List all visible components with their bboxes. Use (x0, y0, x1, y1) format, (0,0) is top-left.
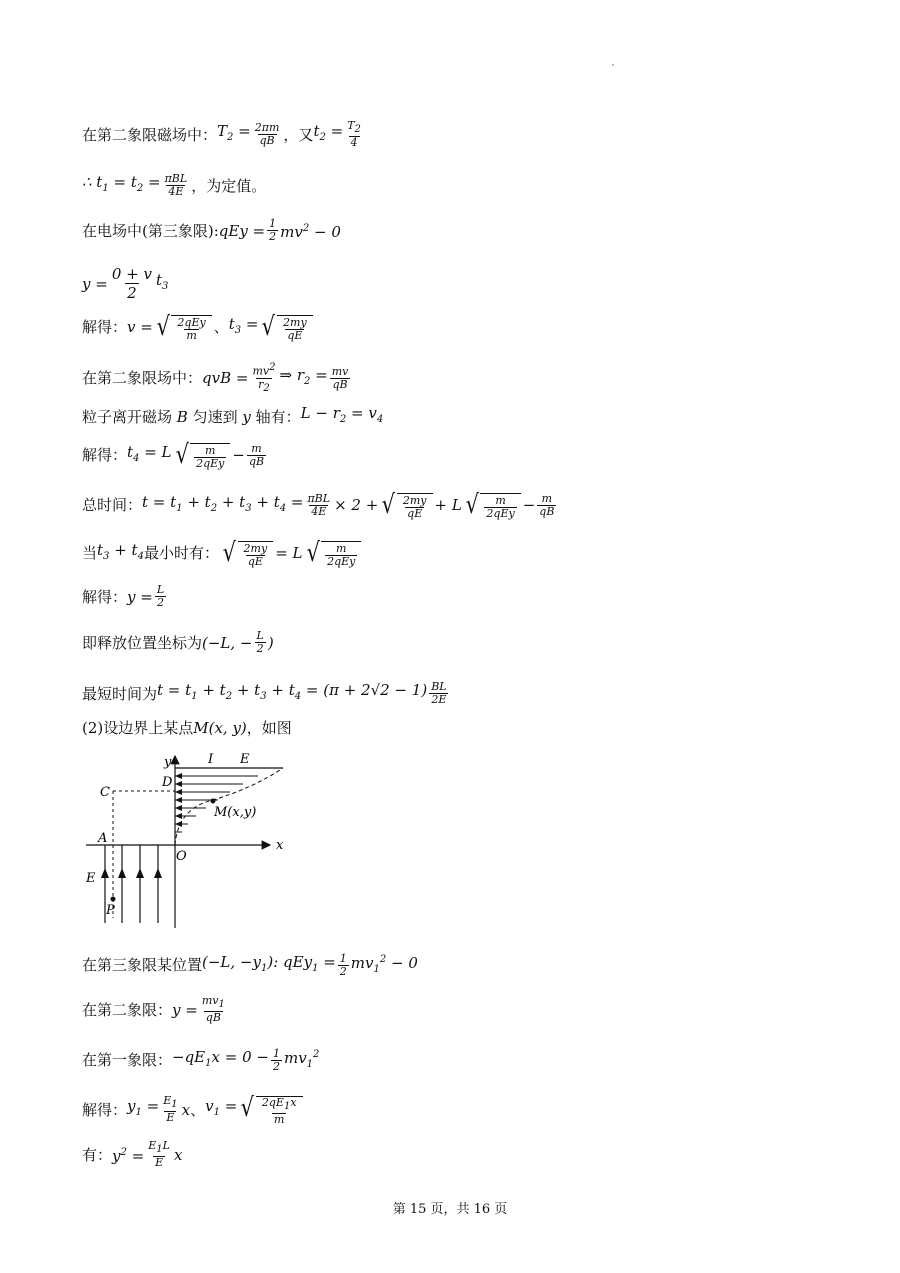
formula: qEy = (218, 221, 266, 240)
formula: $T_2$ = (217, 122, 251, 144)
fraction: $\frac{m}{qB}$ (248, 441, 265, 468)
point-label-d: D (162, 775, 173, 790)
formula: x (181, 1100, 191, 1119)
text: 在第二象限场中： (82, 369, 203, 388)
line-1 (82, 120, 365, 149)
fraction: $\frac{1}{2}$ (269, 217, 277, 243)
sqrt: √ $\frac{2qE_1x}{m}$ (239, 1093, 302, 1126)
region-label-i: I (208, 752, 214, 767)
origin-label: O (176, 849, 187, 864)
text: 有： (82, 1145, 113, 1164)
field-label-e-top: E (240, 752, 250, 767)
fraction: $\frac{m}{qB}$ (539, 491, 555, 518)
scan-dot (612, 64, 614, 66)
line-19 (82, 1140, 182, 1169)
formula: $t_4 = L$ (127, 442, 172, 464)
line-18 (82, 1093, 305, 1126)
formula: − (232, 446, 245, 464)
line-9 (82, 490, 558, 520)
line-15 (82, 950, 418, 980)
text: (2)设边界上某点 (82, 719, 194, 737)
line-11 (82, 584, 168, 609)
formula: $mv^2 - 0$ (280, 223, 341, 241)
formula: $t_3 + t_4$ (97, 540, 144, 562)
formula: $v_1$ = (205, 1097, 238, 1119)
line-7 (82, 403, 383, 430)
fraction: $\frac{T_2}{4}$ (347, 119, 361, 150)
line-2 (82, 172, 266, 199)
field-label-e-left: E (86, 871, 96, 886)
text: 解得： (82, 318, 128, 336)
sqrt: √ $\frac{2my}{qE}$ (260, 312, 312, 342)
formula: ⇒ $r_2$ = (279, 365, 328, 387)
formula: v = (127, 318, 153, 336)
formula: y = (82, 274, 108, 293)
point-label-p: P (106, 903, 115, 918)
text: 在第二象限磁场中： (82, 125, 218, 144)
formula: B (172, 407, 193, 426)
fraction: $\frac{\text{πBL}}{4E}$ (307, 491, 331, 518)
text: 、 (190, 1100, 206, 1119)
line-17 (82, 1045, 319, 1075)
formula: $t_2$ = (313, 122, 344, 144)
sqrt: √ $\frac{m}{\text{2qEy}}$ (464, 490, 521, 520)
formula: ) (267, 633, 274, 652)
fraction: $\frac{L}{2}$ (156, 583, 165, 609)
formula: $y^2$ = (112, 1147, 145, 1166)
sqrt: √ $\frac{m}{\text{2qEy}}$ (305, 538, 362, 568)
text: 在电场中(第三象限): (82, 221, 219, 240)
text: ，如图 (246, 719, 292, 737)
sqrt: √ $\frac{2my}{qE}$ (380, 490, 432, 520)
formula: x (173, 1145, 183, 1164)
sqrt: √ $\frac{2my}{qE}$ (221, 538, 273, 568)
sqrt: √ $\frac{m}{\text{2qEy}}$ (174, 440, 231, 470)
text: 即释放位置坐标为 (82, 633, 203, 652)
formula: $mv_1^2$ (283, 1049, 320, 1070)
formula: $L - r_2 = v_4$ (300, 404, 384, 425)
formula: qvB = (202, 369, 249, 388)
fraction: $\frac{\text{πBL}}{4E}$ (164, 172, 188, 198)
axis-label-x: x (276, 838, 284, 853)
text: ，为定值。 (191, 176, 267, 195)
sqrt: √ $\frac{\text{2qEy}}{m}$ (155, 312, 212, 342)
fraction: $\frac{2\pi m}{qB}$ (254, 121, 280, 148)
formula: y = (172, 1000, 198, 1019)
point-label-c: C (100, 785, 110, 800)
line-4 (82, 265, 168, 302)
text: 解得： (82, 446, 128, 464)
text: 在第一象限： (82, 1051, 173, 1069)
fraction: $\frac{1}{2}$ (272, 1046, 280, 1073)
line-5 (82, 312, 315, 342)
line-12 (82, 630, 274, 655)
text: 、 (213, 318, 229, 336)
fraction: $\frac{BL}{2E}$ (431, 680, 447, 706)
text: 轴有： (255, 407, 301, 426)
formula: $t_3$ (155, 271, 169, 292)
fraction: $\frac{E_1L}{E}$ (148, 1139, 170, 1170)
fraction: $\frac{mv}{qB}$ (331, 364, 349, 391)
axis-label-y: y (164, 755, 172, 770)
formula: $y_1$ = (127, 1097, 160, 1119)
line-14 (82, 718, 292, 738)
formula: $mv_1^2 - 0$ (350, 954, 418, 975)
text: 粒子离开磁场 (82, 407, 173, 426)
line-6 (82, 362, 352, 395)
formula: (−L, − (202, 633, 253, 652)
formula: $t = t_1 + t_2 + t_3 + t_4$ = (142, 492, 304, 514)
text: 当 (82, 544, 98, 562)
line-13 (82, 680, 451, 707)
fraction: $\frac{L}{2}$ (256, 629, 264, 655)
text: 解得： (82, 1100, 128, 1119)
text: 在第三象限某位置 (82, 956, 203, 974)
line-16 (82, 995, 229, 1024)
text: 解得： (82, 587, 128, 606)
fraction: $\frac{mv^2}{r_2}$ (252, 362, 276, 394)
text: 最小时有： (143, 544, 219, 562)
text: 在第二象限： (82, 1000, 173, 1019)
line-10 (82, 538, 363, 568)
point-label-a: A (98, 831, 108, 846)
formula: (−L, $-y_1$): qEy$_1$ = (202, 952, 336, 974)
formula: × 2 + (334, 496, 379, 514)
fraction: $\frac{mv_1}{qB}$ (201, 994, 225, 1025)
formula: M(x, y) (193, 719, 247, 737)
text: 最短时间为 (82, 684, 158, 703)
formula: = L (275, 544, 303, 562)
formula: $t = t_1 + t_2 + t_3 + t_4 = (\pi + 2√2 - 1)$ (157, 681, 428, 702)
line-3 (82, 218, 341, 243)
text: 匀速到 (192, 407, 238, 426)
formula: y = (127, 587, 153, 606)
formula: y (237, 407, 256, 426)
formula: − (522, 496, 536, 514)
fraction: $\frac{1}{2}$ (339, 951, 347, 978)
formula: $-qE_1x = 0$ − (172, 1047, 269, 1069)
formula: + L (434, 496, 462, 514)
fraction: $\frac{E_1}{E}$ (163, 1094, 178, 1125)
field-diagram (78, 748, 298, 930)
fraction: $\frac{0 + v}{2}$ (111, 265, 152, 302)
point-label-m: M(x,y) (214, 805, 257, 820)
text: ，又 (283, 125, 314, 144)
line-8 (82, 440, 268, 470)
page-footer: 第 15 页，共 16 页 (392, 1202, 508, 1217)
formula: ∴ $t_1 = t_2$ = (82, 173, 161, 194)
formula: $t_3$ = (228, 314, 259, 336)
text: 总时间： (82, 496, 143, 514)
